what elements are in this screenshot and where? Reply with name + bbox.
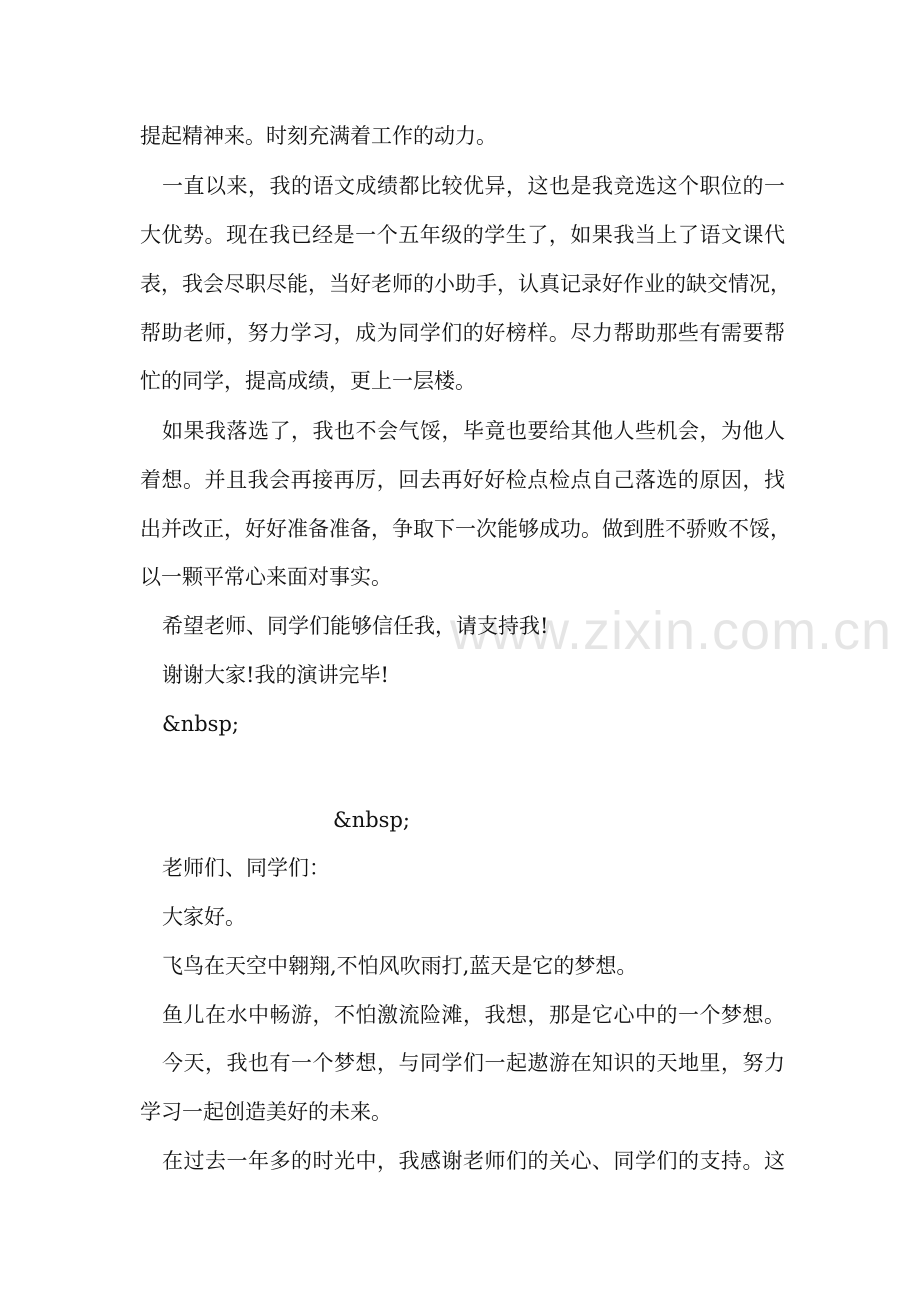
paragraph-line: 忙的同学，提高成绩，更上一层楼。 (140, 369, 476, 393)
greeting-line: 大家好。 (162, 905, 246, 929)
nbsp-line: &nbsp; (162, 712, 239, 736)
paragraph-line: 一直以来，我的语文成绩都比较优异，这也是我竞选这个职位的一 (162, 174, 785, 198)
paragraph-line: 出并改正，好好准备准备，争取下一次能够成功。做到胜不骄败不馁， (140, 517, 791, 541)
nbsp-line: &nbsp; (333, 808, 410, 832)
paragraph-line: 以一颗平常心来面对事实。 (140, 565, 392, 589)
paragraph-line: 谢谢大家!我的演讲完毕! (162, 663, 389, 687)
paragraph-line: 提起精神来。时刻充满着工作的动力。 (140, 124, 497, 148)
paragraph-line: 如果我落选了，我也不会气馁，毕竟也要给其他人些机会，为他人 (162, 419, 785, 443)
paragraph-line: 今天，我也有一个梦想，与同学们一起遨游在知识的天地里，努力 (162, 1051, 785, 1075)
paragraph-line: 飞鸟在天空中翱翔,不怕风吹雨打,蓝天是它的梦想。 (162, 954, 638, 978)
paragraph-line: 帮助老师，努力学习，成为同学们的好榜样。尽力帮助那些有需要帮 (140, 321, 785, 345)
paragraph-line: 着想。并且我会再接再厉，回去再好好检点检点自己落选的原因，找 (140, 468, 785, 492)
paragraph-line: 大优势。现在我已经是一个五年级的学生了，如果我当上了语文课代 (140, 223, 785, 247)
paragraph-line: 学习一起创造美好的未来。 (140, 1100, 392, 1124)
watermark: www.zixin.com.cn (450, 601, 893, 661)
paragraph-line: 鱼儿在水中畅游，不怕激流险滩，我想，那是它心中的一个梦想。 (162, 1003, 785, 1027)
paragraph-line: 希望老师、同学们能够信任我，请支持我! (162, 614, 549, 638)
paragraph-line: 在过去一年多的时光中，我感谢老师们的关心、同学们的支持。这 (162, 1149, 785, 1173)
salutation-line: 老师们、同学们： (162, 856, 330, 880)
paragraph-line: 表，我会尽职尽能，当好老师的小助手，认真记录好作业的缺交情况， (140, 272, 791, 296)
